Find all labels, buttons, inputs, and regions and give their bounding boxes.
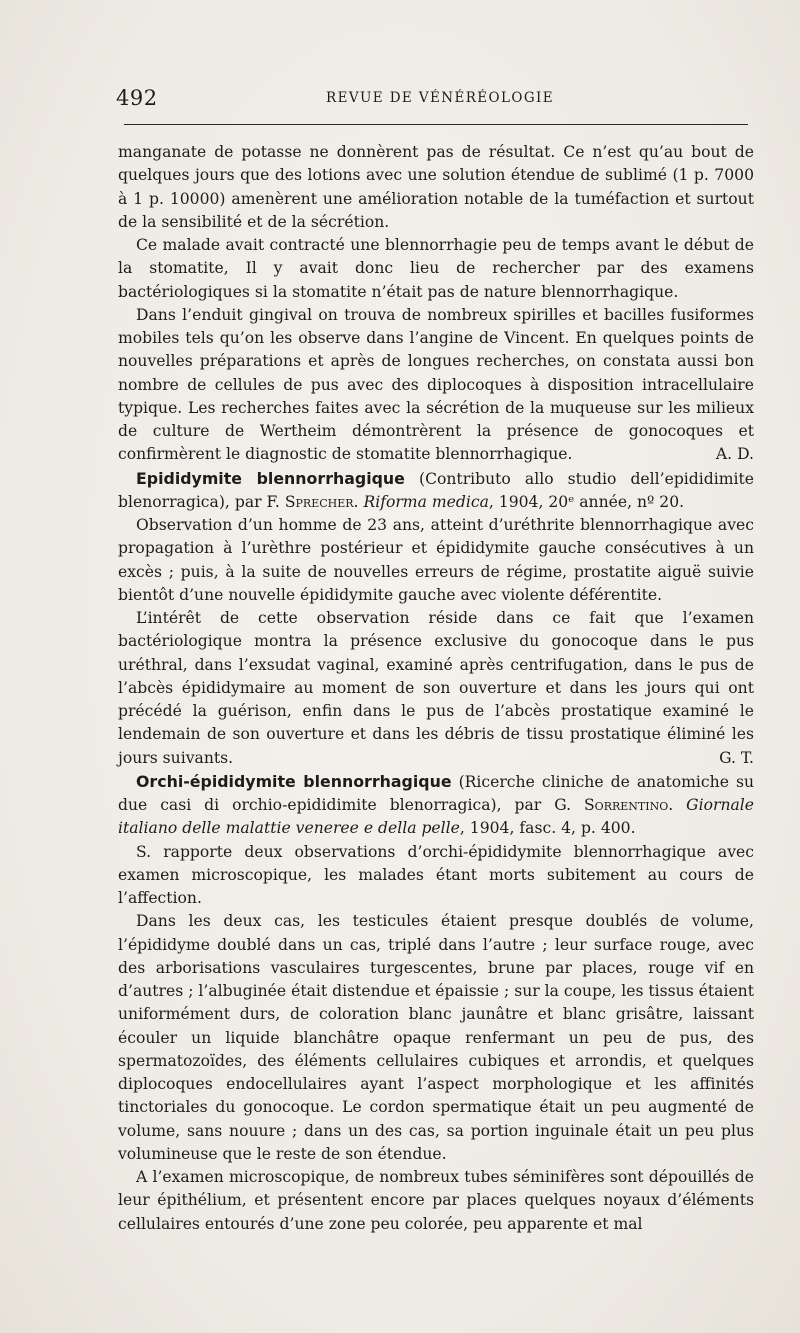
running-head: REVUE DE VÉNÉRÉOLOGIE (326, 90, 555, 106)
reference-author: Sprecher (284, 492, 354, 511)
header-rule (124, 124, 748, 125)
reference-text: , 1904, 20ᵉ année, nº 20. (488, 492, 685, 511)
paragraph-text: L’intérêt de cette observation réside dans ce fait que l’examen bactériologique montra la présence exclusive du gonocoque dans le pus uréthral, dans l’exsudat vaginal, examiné après centrifugation, dans le pus de l’abcès épididymaire au moment de son ouverture et dans les jours qui ont précédé la guérison, enfin dans le pus de l’abcès prostatique examiné le lendemain de son ouverture et dans les débris de tissu prostatique éliminé les jours suivants. (118, 609, 754, 767)
author-signature: G. T. (719, 748, 754, 767)
reference-text: (Ricerche cliniche de anatomiche su due casi di orchio-epididimite blenorragica), par G. (118, 772, 754, 814)
article-reference (118, 770, 754, 841)
article-title: Epididymite blennorrhagique (136, 468, 405, 488)
paragraph (118, 304, 754, 467)
article-reference (118, 467, 754, 515)
author-signature: A. D. (715, 445, 754, 464)
paragraph: Observation d’un homme de 23 ans, atteint d’uréthrite blennorrhagique avec propagation à l’urèthre postérieur et épididymite gauche consécutives à un excès ; puis, à la suite de nouvelles erreurs de régime, prostatite aiguë suivie bientôt d’une nouvelle épididymite gauche avec violente déférentite. (118, 516, 754, 604)
reference-author: Sorrentino (584, 796, 669, 814)
page-number: 492 (116, 86, 158, 110)
reference-journal: Riforma medica (363, 492, 489, 511)
reference-text: (Contributo allo studio dell’epididimite blenorragica), par F. (118, 469, 754, 511)
reference-text: . (668, 796, 687, 814)
paragraph (118, 607, 754, 770)
reference-text: , 1904, fasc. 4, p. 400. (459, 819, 636, 838)
reference-journal: Giornale italiano delle malattie veneree e della pelle (118, 796, 754, 838)
paragraph-text: Dans l’enduit gingival on trouva de nombreux spirilles et bacilles fusiformes mobiles tels qu’on les observe dans l’angine de Vincent. En quelques points de nouvelles préparations et après de longues recherches, on constata aussi bon nombre de cellules de pus avec des diplocoques à disposition intracellulaire typique. Les recherches faites avec la sécrétion de la muqueuse sur les milieux de culture de Wertheim démontrèrent la présence de gonocoques et confirmèrent le diagnostic de stomatite blennorrhagique. (118, 305, 754, 464)
body-text (118, 141, 754, 1236)
paragraph: S. rapporte deux observations d’orchi-épididymite blennorrhagique avec examen microscopique, les malades étant morts subitement au cours de l’affection. (118, 842, 754, 907)
page-header (116, 86, 752, 112)
reference-text: . (353, 492, 364, 511)
paragraph: Dans les deux cas, les testicules étaient presque doublés de volume, l’épididyme doublé dans un cas, triplé dans l’autre ; leur surface rouge, avec des arborisations vasculaires turgescentes, brune par places, rouge vif en d’autres ; l’albuginée était distendue et épaissie ; sur la coupe, les tissus étaient uniformément durs, de coloration blanc jaunâtre et blanc grisâtre, laissant écouler un liquide blanchâtre opaque renfermant un peu de pus, des spermatozoïdes, des éléments cellulaires cubiques et arrondis, et quelques diplocoques endocellulaires ayant l’aspect morphologique et les affinités tinctoriales du gonocoque. Le cordon spermatique était un peu augmenté de volume, sans nouure ; dans un des cas, sa portion inguinale était un peu plus volumineuse que le reste de son étendue. (118, 912, 754, 1163)
paragraph: manganate de potasse ne donnèrent pas de résultat. Ce n’est qu’au bout de quelques jours que des lotions avec une solution étendue de sublimé (1 p. 7000 à 1 p. 10000) amenèrent une amélioration notable de la tuméfaction et surtout de la sensibilité et de la sécrétion. (118, 143, 754, 231)
paragraph: A l’examen microscopique, de nombreux tubes séminifères sont dépouillés de leur épithélium, et présentent encore par places quelques noyaux d’éléments cellulaires entourés d’une zone peu colorée, peu apparente et mal (118, 1168, 754, 1233)
article-title: Orchi-épididymite blennorrhagique (136, 771, 452, 791)
paragraph: Ce malade avait contracté une blennorrhagie peu de temps avant le début de la stomatite, Il y avait donc lieu de rechercher par des examens bactériologiques si la stomatite n’était pas de nature blennorrhagique. (118, 236, 754, 301)
